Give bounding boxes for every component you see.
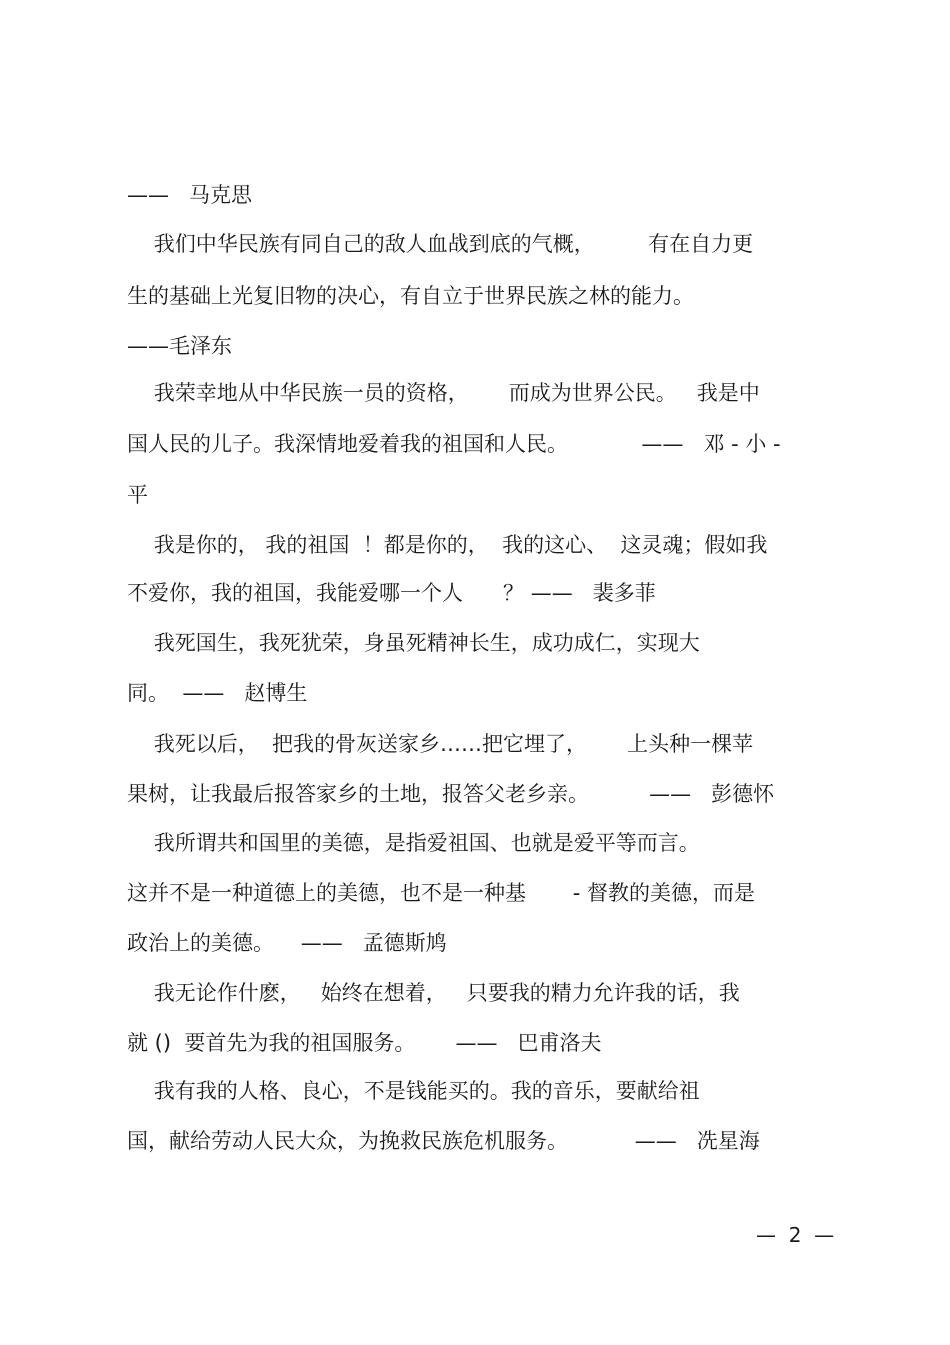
text-line: 生的基础上光复旧物的决心，有自立于世界民族之林的能力。 [127, 284, 694, 308]
text-line: 我荣幸地从中华民族一员的资格， 而成为世界公民。 我是中 [127, 381, 760, 405]
text-line: 我所谓共和国里的美德，是指爱祖国、也就是爱平等而言。 [127, 831, 700, 855]
text-line: 平 [127, 483, 148, 507]
page-number: — 2 — [756, 1223, 835, 1247]
text-line: 就 () 要首先为我的祖国服务。 —— 巴甫洛夫 [127, 1031, 602, 1055]
text-line: 我有我的人格、良心，不是钱能买的。我的音乐，要献给祖 [127, 1079, 700, 1103]
text-line: 同。 —— 赵博生 [127, 681, 308, 705]
text-line: 果树，让我最后报答家乡的土地，报答父老乡亲。 —— 彭德怀 [127, 782, 775, 806]
text-line: 这并不是一种道德上的美德，也不是一种基 - 督教的美德，而是 [127, 881, 755, 905]
text-line: 国，献给劳动人民大众，为挽救民族危机服务。 —— 冼星海 [127, 1129, 760, 1153]
text-line: 我死以后， 把我的骨灰送家乡……把它埋了， 上头种一棵苹 [127, 732, 754, 756]
text-line: 国人民的儿子。我深情地爱着我的祖国和人民。 —— 邓 - 小 - [127, 432, 781, 456]
text-line: 我是你的， 我的祖国 ！都是你的， 我的这心、 这灵魂；假如我 [127, 533, 768, 557]
text-line: 我无论作什麽， 始终在想着， 只要我的精力允许我的话，我 [127, 981, 740, 1005]
text-line: 我们中华民族有同自己的敌人血战到底的气概， 有在自力更 [127, 232, 754, 256]
text-line: 不爱你，我的祖国，我能爱哪一个人 ？ —— 裴多菲 [127, 581, 656, 605]
text-line: 我死国生，我死犹荣，身虽死精神长生，成功成仁，实现大 [127, 631, 700, 655]
attribution-line: ——毛泽东 [127, 334, 232, 358]
text-line: 政治上的美德。 —— 孟德斯鸠 [127, 931, 447, 955]
text-line: —— 马克思 [127, 183, 253, 207]
